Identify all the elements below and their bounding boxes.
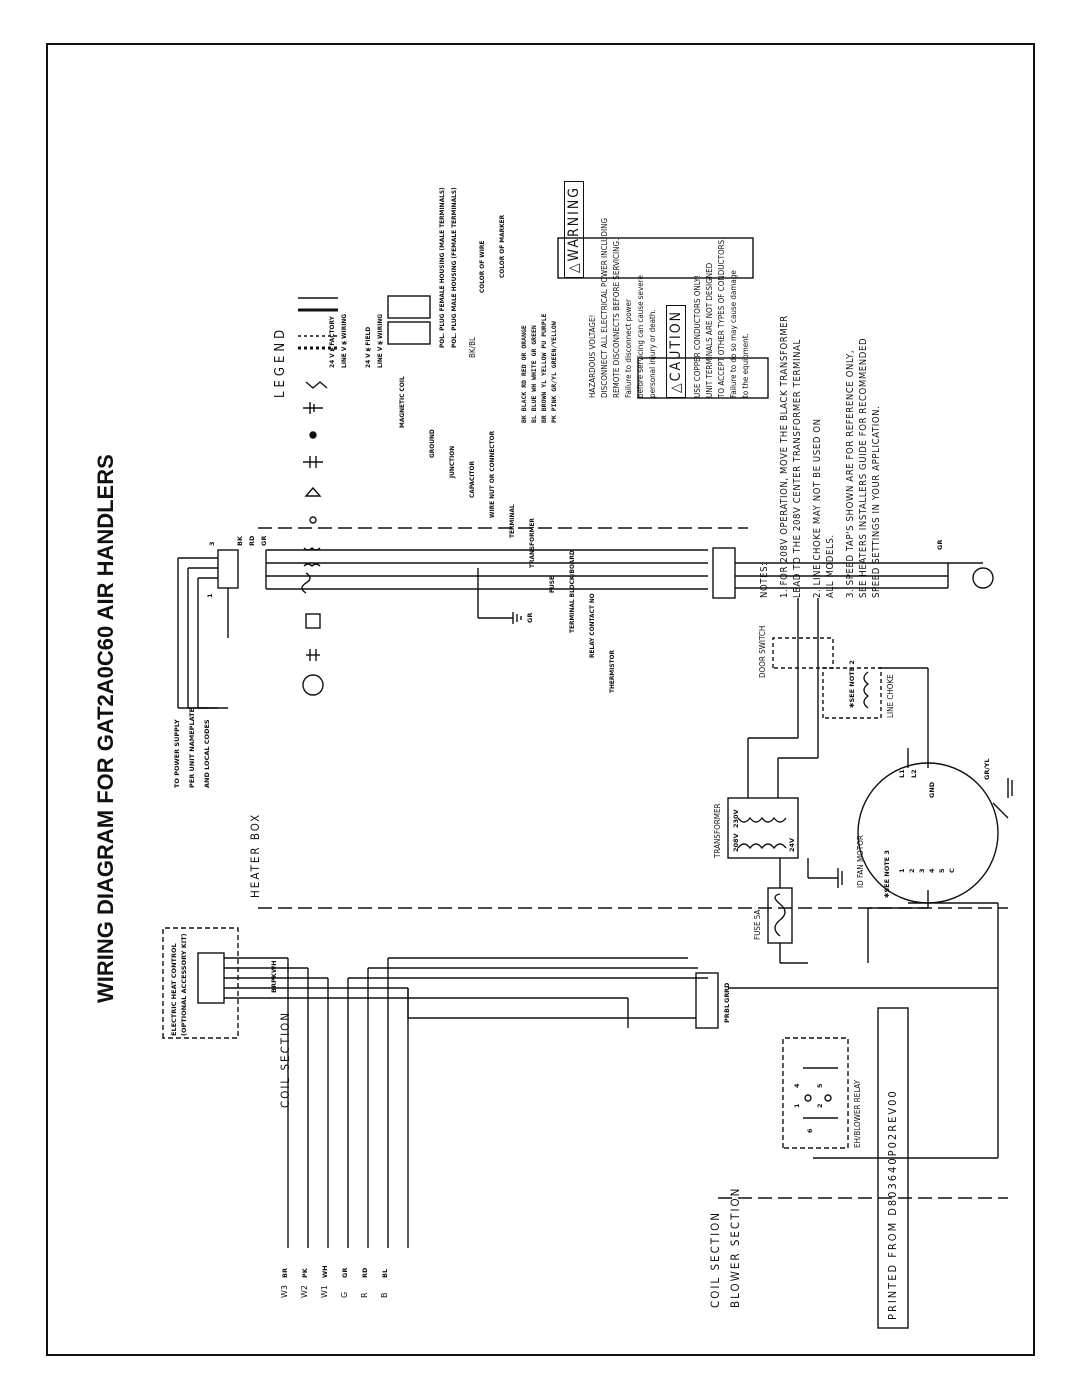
warning-line-6: personal injury or death. [648,309,657,398]
relay-pin-4: 4 [793,1083,801,1088]
tag-bl: BL [723,1003,731,1013]
caution-heading-text: CAUTION [668,309,684,382]
notes-heading: NOTES: [759,562,770,598]
warning-heading-text: WARNING [566,185,582,262]
terminal-b: B [380,1292,389,1298]
color-codes-row-3: BR BROWN YL YELLOW PU PURPLE [540,313,548,423]
coil-connector [713,548,735,598]
color-codes-row-4: PK PINK GR/YL GREEN/YELLOW [550,321,558,423]
wire-bl: BL [381,1268,389,1278]
legend-item-11: TRANSFORMER [528,518,536,568]
power-supply-line-1: TO POWER SUPPLY [173,719,181,788]
relay-pin-1: 1 [793,1103,801,1108]
tag-pr: PR [723,1013,731,1023]
legend-item-15: THERMISTOR [608,649,616,693]
motor-pin-3: 3 [918,868,926,873]
tag-br-heater: BR [270,983,278,993]
note-line-6: SEE HEATERS INSTALLERS GUIDE FOR RECOMMENDED [858,337,869,598]
warning-line-4: Failure to disconnect power [624,299,633,398]
see-note-3: ✱SEE NOTE 3 [883,850,891,898]
tag-gr-top: GR [260,535,268,546]
power-supply-line-3: AND LOCAL CODES [203,719,211,788]
plug-female-label: POL. PLUG FEMALE HOUSING (MALE TERMINALS) [438,187,446,348]
terminal-r: R [360,1292,369,1298]
warning-heading [564,181,584,278]
wire-color-example: BK/BL [468,336,477,358]
motor-pin-2: 2 [908,868,916,873]
heat-control-label: ELECTRIC HEAT CONTROL [170,943,178,1036]
heater-control-plug [198,953,224,1003]
caution-heading [666,305,686,398]
printed-from-label: PRINTED FROM D803640P02REV00 [886,1089,899,1320]
relay-pin-2: 2 [816,1103,824,1108]
terminal-w1: W1 [320,1285,329,1298]
tag-bk-top: BK [236,536,244,546]
tap-230v: 230V [732,809,740,828]
legend-item-2: LINE V ⦕ WIRING [340,313,348,368]
warning-triangle-icon: △ [566,261,582,273]
wire-br: BR [281,1268,289,1278]
diagram-title: WIRING DIAGRAM FOR GAT2A0C60 AIR HANDLERS [93,454,118,1003]
legend-item-4: LINE V ⦕ WIRING [376,313,384,368]
legend-item-1: 24 V ⦕ FACTORY [328,316,336,368]
coil-plug-lower [696,973,718,1028]
tag-gryl-motor: GR/YL [983,758,991,780]
relay-pin-5: 5 [816,1083,824,1088]
note-line-2: LEAD TO THE 208V CENTER TRANSFORMER TERMINAL [792,339,803,598]
motor-label: ID FAN MOTOR [856,835,865,888]
tap-24v: 24V [788,837,796,852]
connector-pin-3: 3 [208,541,216,546]
fuse-symbol [768,888,792,943]
terminal-g: G [340,1291,349,1298]
motor-pin-gnd: GND [928,781,936,798]
warning-line-5: before servicing can cause severe [636,275,645,398]
legend-item-9: WIRE NUT OR CONNECTOR [488,430,496,518]
warning-line-2: DISCONNECT ALL ELECTRICAL POWER INCLUDING [600,217,609,398]
fuse-label: FUSE 5A [753,909,762,940]
legend-item-12: FUSE [548,576,556,593]
tag-rd-coil: RD [723,982,731,993]
terminal-w2: W2 [300,1285,309,1298]
tag-pk-heater: PK [270,973,278,983]
diagram-sheet [46,43,1035,1356]
note-line-7: SPEED SETTINGS IN YOUR APPLICATION. [871,405,882,598]
caution-line-4: Failure to do so may cause damage [729,270,738,398]
door-switch-label: DOOR SWITCH [758,625,767,678]
legend-item-14: RELAY CONTACT NO [588,593,596,658]
caution-triangle-icon: △ [668,381,684,393]
power-supply-line-2: PER UNIT NAMEPLATE [188,708,196,788]
caution-line-3: TO ACCEPT OTHER TYPES OF CONDUCTORS. [717,237,726,398]
terminal-w3: W3 [280,1285,289,1298]
transformer-label: TRANSFORMER [713,803,722,858]
legend-item-3: 24 V ⦕ FIELD [364,326,372,368]
color-of-wire: COLOR OF WIRE [478,240,486,293]
tag-rd-top: RD [248,535,256,546]
tag-gr-coil: GR [723,992,731,1003]
connector-pin-1: 1 [206,593,214,598]
motor-pin-1: 1 [898,868,906,873]
motor-pin-4: 4 [928,868,936,873]
line-choke-label: LINE CHOKE [886,674,895,718]
note-line-3: 2. LINE CHOKE MAY NOT BE USED ON [812,418,823,598]
caution-line-1: USE COPPER CONDUCTORS ONLY! [693,275,702,398]
coil-section-top-label: COIL SECTION [278,1010,292,1108]
legend-item-8: CAPACITOR [468,461,476,498]
tag-gr-ground: GR [526,612,534,623]
eh-blower-relay-box [783,1038,848,1148]
coil-section-bottom-label: COIL SECTION [708,1210,722,1308]
color-of-marker: COLOR OF MARKER [498,214,506,278]
see-note-2: ✱SEE NOTE 2 [848,660,856,708]
tag-gr-main-ground: GR [936,539,944,550]
note-line-1: 1. FOR 208V OPERATION, MOVE THE BLACK TRANSFORMER [779,315,790,598]
legend-title: LEGEND [273,325,288,398]
tap-208v: 208V [732,833,740,852]
legend-item-5: MAGNETIC COIL [398,376,406,428]
wire-gr: GR [341,1267,349,1278]
caution-line-5: to the equipment. [741,333,750,398]
motor-pin-5: 5 [938,868,946,873]
heat-control-sublabel: (OPTIONAL ACCESSORY KIT) [180,933,188,1036]
color-codes-row-1: BK BLACK RD RED OR ORANGE [520,325,528,423]
motor-pin-c: C [948,868,956,873]
wire-rd: RD [361,1267,369,1278]
plug-male-label: POL. PLUG MALE HOUSING (FEMALE TERMINALS) [450,187,458,348]
wire-pk: PK [301,1268,309,1278]
warning-line-3: REMOTE DISCONNECTS BEFORE SERVICING. [612,238,621,398]
legend-item-13: TERMINAL BLOCK/BOARD [568,550,576,633]
motor-pin-l2: L2 [910,769,918,778]
tag-wh-heater: WH [270,960,278,973]
door-switch-symbol [773,638,833,668]
heater-box-label: HEATER BOX [248,812,262,898]
wire-wh: WH [321,1265,329,1278]
power-connector-top [218,550,238,588]
legend-item-6: GROUND [428,429,436,458]
relay-pin-6: 6 [806,1128,814,1133]
motor-pin-l1: L1 [898,769,906,778]
note-line-5: 3. SPEED TAP'S SHOWN ARE FOR REFERENCE ONLY, [845,349,856,598]
rotated-diagram [48,45,1037,1358]
legend-item-10: TERMINAL [508,504,516,538]
color-codes-row-2: BL BLUE WH WHITE GR GREEN [530,325,538,423]
legend-item-7: JUNCTION [448,445,456,478]
blower-section-label: BLOWER SECTION [728,1186,742,1308]
warning-line-1: HAZARDOUS VOLTAGE! [588,314,597,398]
note-line-4: ALL MODELS. [825,534,836,598]
caution-line-2: UNIT TERMINALS ARE NOT DESIGNED [705,262,714,398]
relay-label: EH/BLOWER RELAY [853,1079,862,1148]
